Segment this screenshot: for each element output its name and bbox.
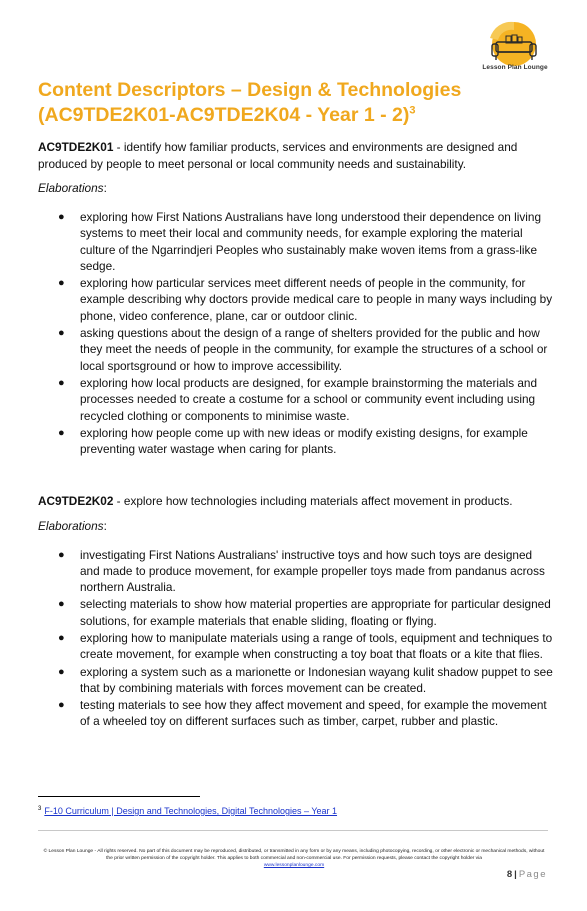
website-link[interactable]: www.lessonplanlounge.com (263, 863, 325, 868)
section-ac9tde2k02 (38, 493, 553, 731)
footer-divider (38, 830, 548, 831)
list-item: ● exploring how people come up with new ideas or modify existing designs, for example preventing water wastage when caring for plants. (58, 425, 528, 457)
list-item: ● testing materials to see how they affect movement and speed, for example the movement of a wheeled toy on different surfaces such as timber, carpet, rubber and plastic. (58, 698, 547, 729)
footnote-marker: 3 (38, 806, 42, 812)
descriptor-line (38, 493, 553, 510)
footnote-link[interactable]: F-10 Curriculum | Design and Technologies, Digital Technologies – Year 1 (44, 806, 338, 816)
title-footnote-ref: 3 (409, 104, 416, 117)
descriptor-text: - explore how technologies including materials affect movement in products. (113, 494, 513, 508)
list-item: ● exploring how to manipulate materials using a range of tools, equipment and techniques to create movement, for example when constructing a toy boat that floats or a kite that flies. (58, 630, 553, 662)
descriptor-text: - identify how familiar products, services and environments are designed and produced by people to meet personal or local community needs and sustainability. (38, 140, 518, 171)
page-word: Page (518, 869, 547, 880)
descriptor-code: AC9TDE2K01 (38, 140, 114, 154)
list-item: ● exploring how local products are designed, for example brainstorming the materials and processes needed to create a costume for a school or community event including using recycled clothing or components to minimise waste. (58, 375, 538, 423)
descriptor-code: AC9TDE2K02 (38, 494, 114, 508)
elaborations-heading: Elaborations: (38, 181, 107, 195)
descriptor-line (38, 139, 553, 172)
page-title (38, 78, 558, 128)
title-line-2: (AC9TDE2K01-AC9TDE2K04 - Year 1 - 2) (38, 104, 410, 126)
page-number (507, 869, 547, 880)
elaborations-list (38, 209, 553, 457)
elaborations-heading: Elaborations: (38, 518, 107, 533)
list-item: ● exploring a system such as a marionette or Indonesian wayang kulit shadow puppet to see that by combining materials with forces movement can be created. (58, 664, 553, 695)
footnote-divider (38, 796, 200, 797)
list-item: ● exploring how particular services meet different needs of people in the community, for example describing why doctors provide medical care to people in many ways including by phone, video conference, plane, car or outdoor clinic. (58, 276, 553, 323)
elaborations-list (38, 547, 553, 730)
copyright-text: © Lesson Plan Lounge - All rights reserved. No part of this document may be reproduced, distributed, or transmitted in any form or by any means, including photocopying, recording, or other electronic or mechanical methods, without the prior written permission of the copyright holder. This applies to both commercial and non-commercial use. For permission requests, please contact the copyright holder via (43, 849, 545, 861)
list-item: ● investigating First Nations Australians' instructive toys and how such toys are designed and made to produce movement, for example propeller toys made from pandanus across northern Australia. (58, 547, 545, 595)
title-line-1: Content Descriptors – Design & Technologies (38, 79, 462, 101)
page-number-value: 8 (506, 869, 513, 880)
list-item: ● selecting materials to show how material properties are appropriate for particular designed solutions, for example materials that enable sliding, floating or flying. (58, 597, 551, 628)
list-item: ● asking questions about the design of a range of shelters provided for the public and how they meet the needs of people in the community, for example the structures of a school or local sportsground or how to improve accessibility. (58, 326, 548, 373)
copyright-notice (40, 848, 548, 869)
logo-text: Lesson Plan Lounge (482, 64, 548, 71)
list-item: ● exploring how First Nations Australians have long understood their dependence on living systems to meet their local and community needs, for example exploring the material culture of the Ngarrindjeri Peoples who sustainably make woven items from a grass-like sedge. (58, 210, 542, 273)
section-ac9tde2k01 (38, 139, 553, 458)
page-number-separator: | (514, 869, 517, 880)
footnote (38, 806, 337, 816)
